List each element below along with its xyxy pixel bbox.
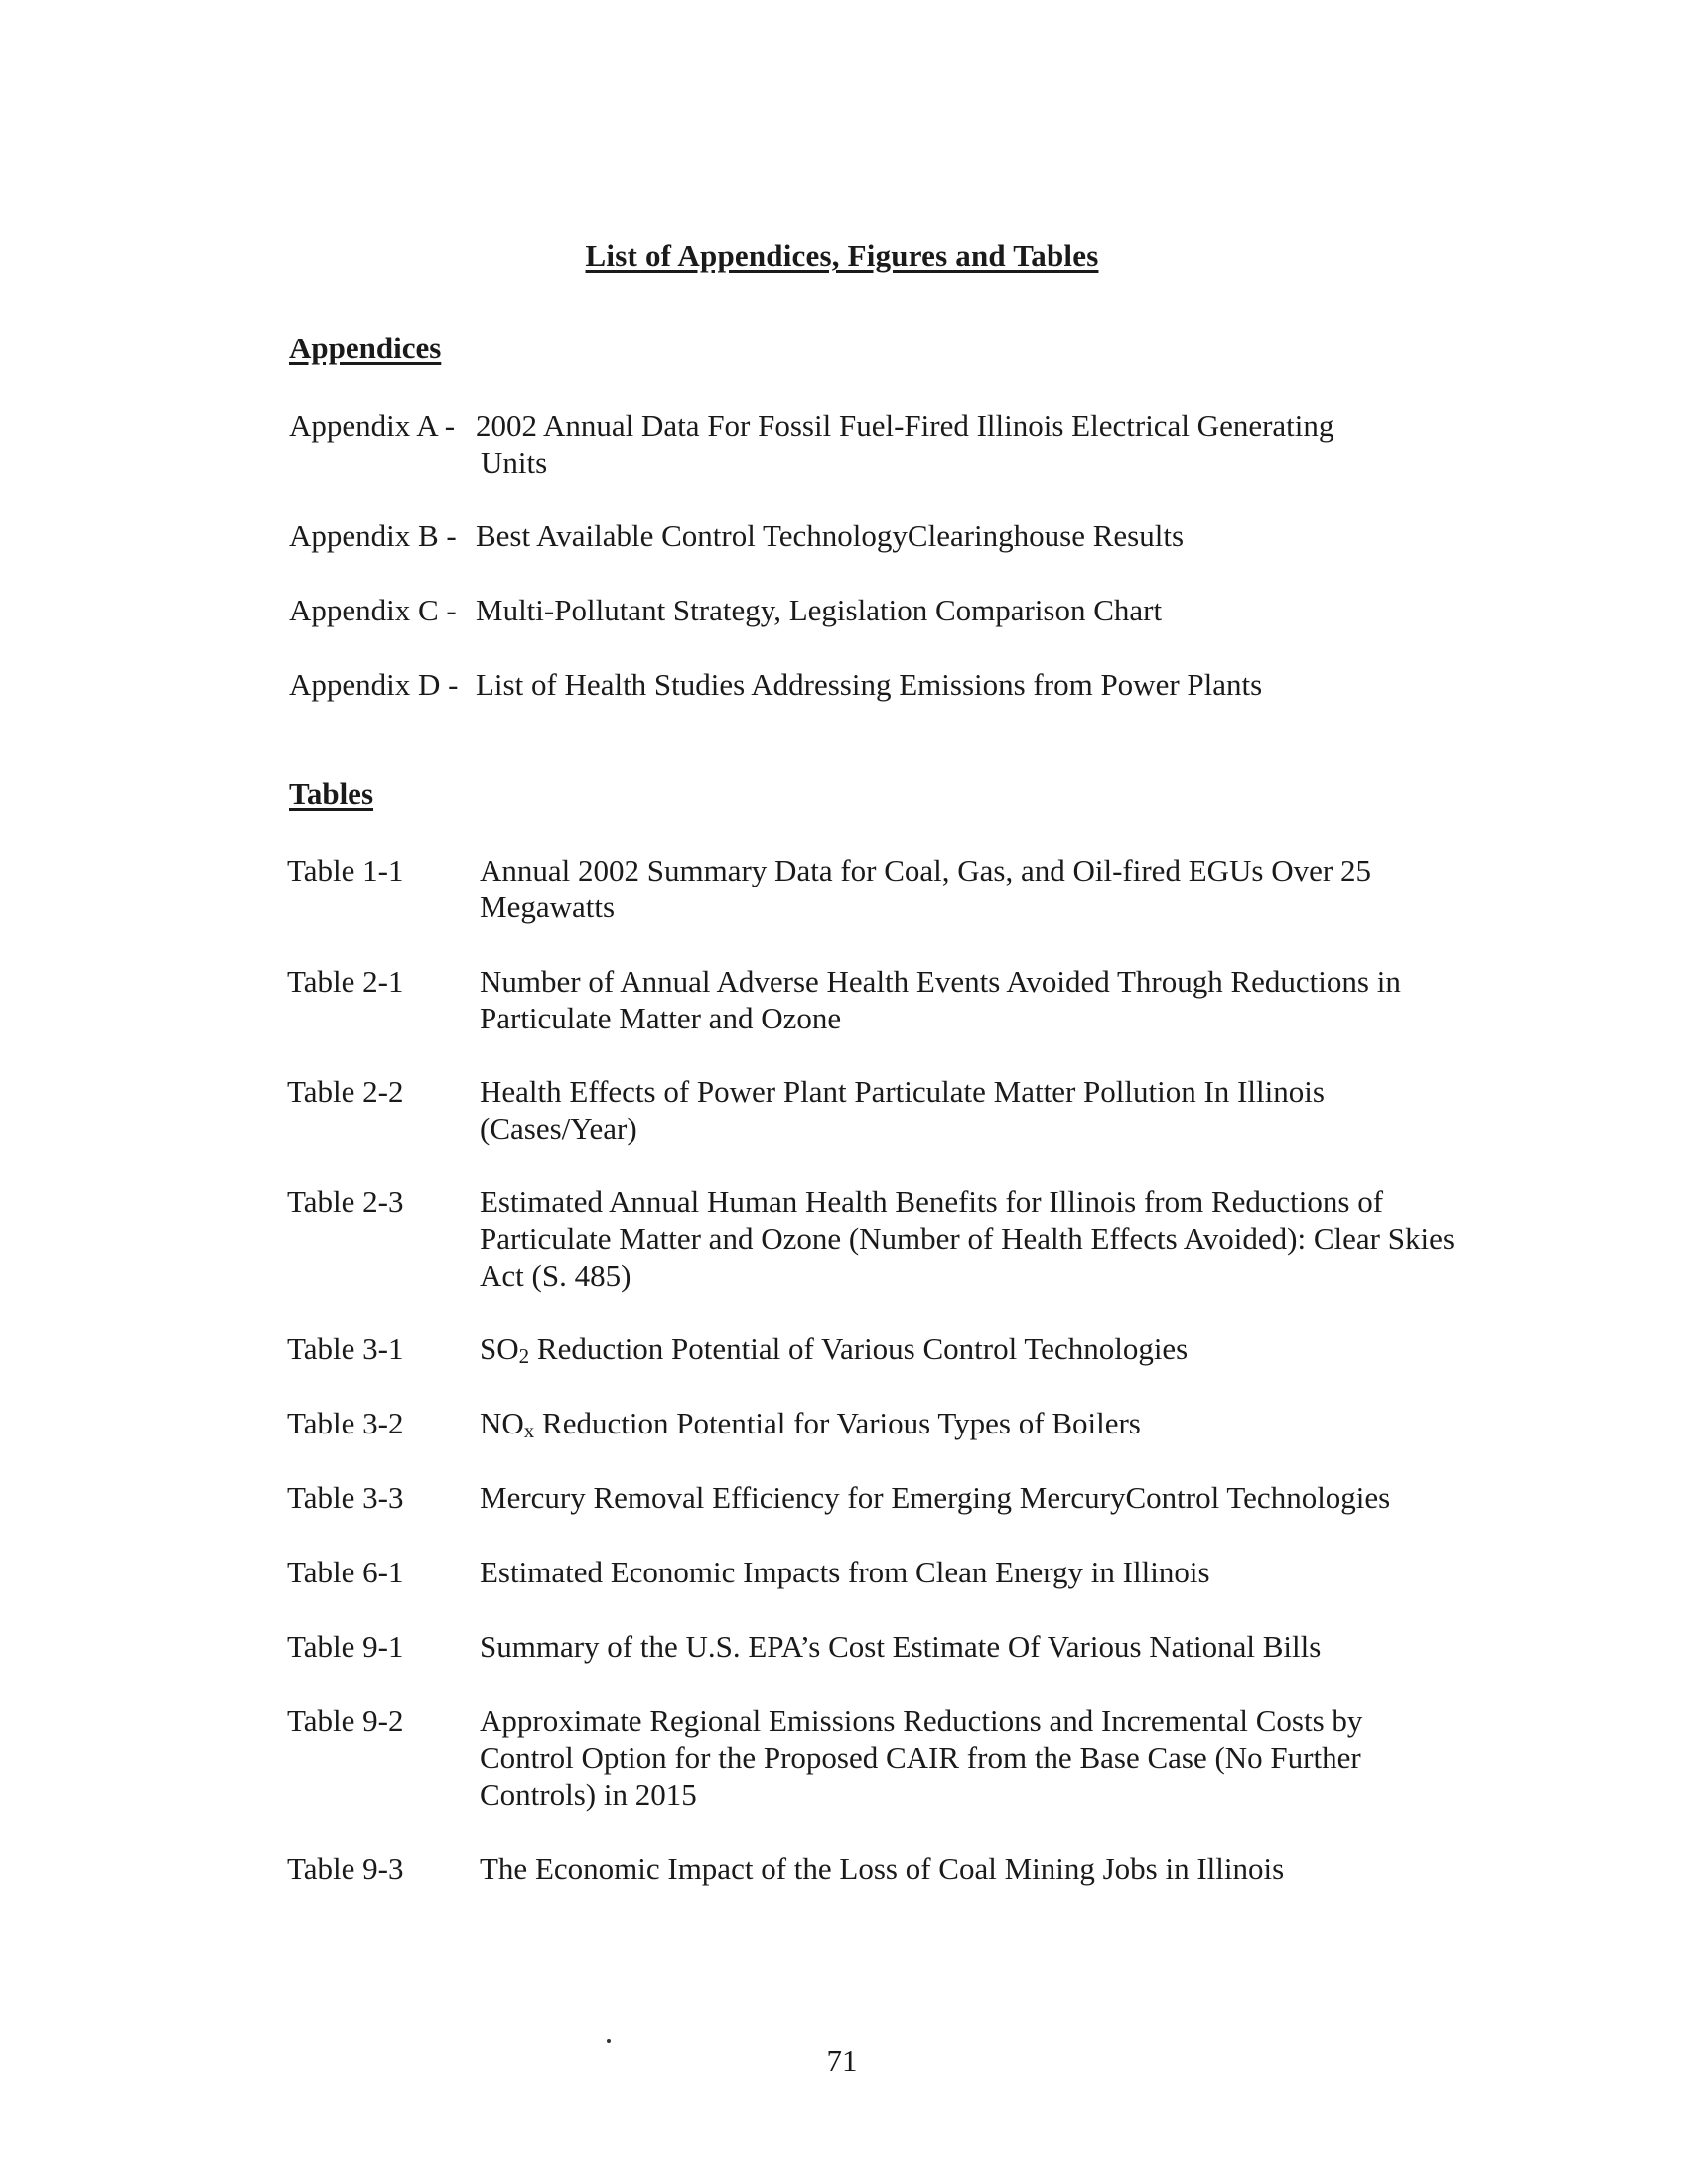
- table-entry-6-1: [287, 1554, 1478, 1590]
- table-number: Table 2-3: [287, 1184, 404, 1219]
- table-number: Table 9-1: [287, 1629, 404, 1664]
- table-entry-2-2: [287, 1073, 1478, 1147]
- appendix-title-continued: Units: [481, 445, 548, 479]
- appendix-label: Appendix A -: [289, 408, 456, 443]
- appendix-label: Appendix B -: [289, 518, 457, 553]
- appendix-entry-b: [289, 517, 1431, 554]
- table-title-rest: Reduction Potential of Various Control Technologies: [529, 1331, 1189, 1366]
- page-title: List of Appendices, Figures and Tables: [585, 238, 1099, 273]
- table-number: Table 3-1: [287, 1331, 404, 1366]
- table-title: Approximate Regional Emissions Reductions and Incremental Costs by Control Option for the Proposed CAIR from the Base Case (No Further Controls) in 2015: [480, 1704, 1363, 1812]
- table-title: Health Effects of Power Plant Particulate Matter Pollution In Illinois (Cases/Year): [480, 1074, 1325, 1146]
- appendix-entry-c: [289, 592, 1431, 628]
- table-number: Table 9-2: [287, 1704, 404, 1738]
- table-entry-1-1: [287, 852, 1478, 925]
- table-number: Table 9-3: [287, 1851, 404, 1886]
- table-title-chemical: SO: [480, 1331, 519, 1366]
- table-number: Table 3-2: [287, 1406, 404, 1440]
- table-title-subscript: 2: [518, 1344, 530, 1368]
- table-number: Table 3-3: [287, 1480, 404, 1515]
- table-entry-9-1: [287, 1628, 1478, 1665]
- tables-heading: Tables: [289, 776, 374, 811]
- table-title: Estimated Economic Impacts from Clean Energy in Illinois: [480, 1555, 1210, 1589]
- appendices-heading: Appendices: [289, 331, 442, 365]
- table-title: The Economic Impact of the Loss of Coal Mining Jobs in Illinois: [480, 1851, 1285, 1886]
- table-entry-2-1: [287, 963, 1478, 1036]
- appendix-title: Best Available Control TechnologyClearinghouse Results: [476, 518, 1185, 553]
- table-title: [480, 1330, 1463, 1367]
- table-title-rest: Reduction Potential for Various Types of Boilers: [534, 1406, 1141, 1440]
- appendix-entry-d: [289, 666, 1431, 703]
- table-number: Table 2-1: [287, 964, 404, 999]
- table-entry-3-2: [287, 1405, 1478, 1441]
- table-title-chemical: NO: [480, 1406, 524, 1440]
- table-entry-3-1: [287, 1330, 1478, 1367]
- appendix-title: 2002 Annual Data For Fossil Fuel-Fired Illinois Electrical Generating: [476, 408, 1334, 443]
- appendix-label: Appendix D -: [289, 667, 459, 702]
- table-title: Annual 2002 Summary Data for Coal, Gas, and Oil-fired EGUs Over 25 Megawatts: [480, 853, 1371, 924]
- appendix-title: List of Health Studies Addressing Emissions from Power Plants: [476, 667, 1263, 702]
- table-entry-9-3: [287, 1850, 1478, 1887]
- table-title: Estimated Annual Human Health Benefits for Illinois from Reductions of Particulate Matter and Ozone (Number of Health Effects Avoided): Clear Skies Act (S. 485): [480, 1184, 1455, 1293]
- appendix-title: Multi-Pollutant Strategy, Legislation Comparison Chart: [476, 593, 1163, 627]
- page-number: 71: [826, 2043, 858, 2078]
- table-entry-9-2: [287, 1703, 1478, 1813]
- table-title: Summary of the U.S. EPA’s Cost Estimate Of Various National Bills: [480, 1629, 1322, 1664]
- table-number: Table 2-2: [287, 1074, 404, 1109]
- table-title: Mercury Removal Efficiency for Emerging MercuryControl Technologies: [480, 1480, 1391, 1515]
- table-entry-3-3: [287, 1479, 1478, 1516]
- table-title-subscript: x: [523, 1419, 535, 1442]
- table-number: Table 6-1: [287, 1555, 404, 1589]
- table-number: Table 1-1: [287, 853, 404, 887]
- appendix-entry-a: [289, 407, 1431, 480]
- table-title: Number of Annual Adverse Health Events Avoided Through Reductions in Particulate Matter and Ozone: [480, 964, 1401, 1035]
- table-entry-2-3: [287, 1183, 1478, 1294]
- appendix-label: Appendix C -: [289, 593, 457, 627]
- table-title: [480, 1405, 1463, 1441]
